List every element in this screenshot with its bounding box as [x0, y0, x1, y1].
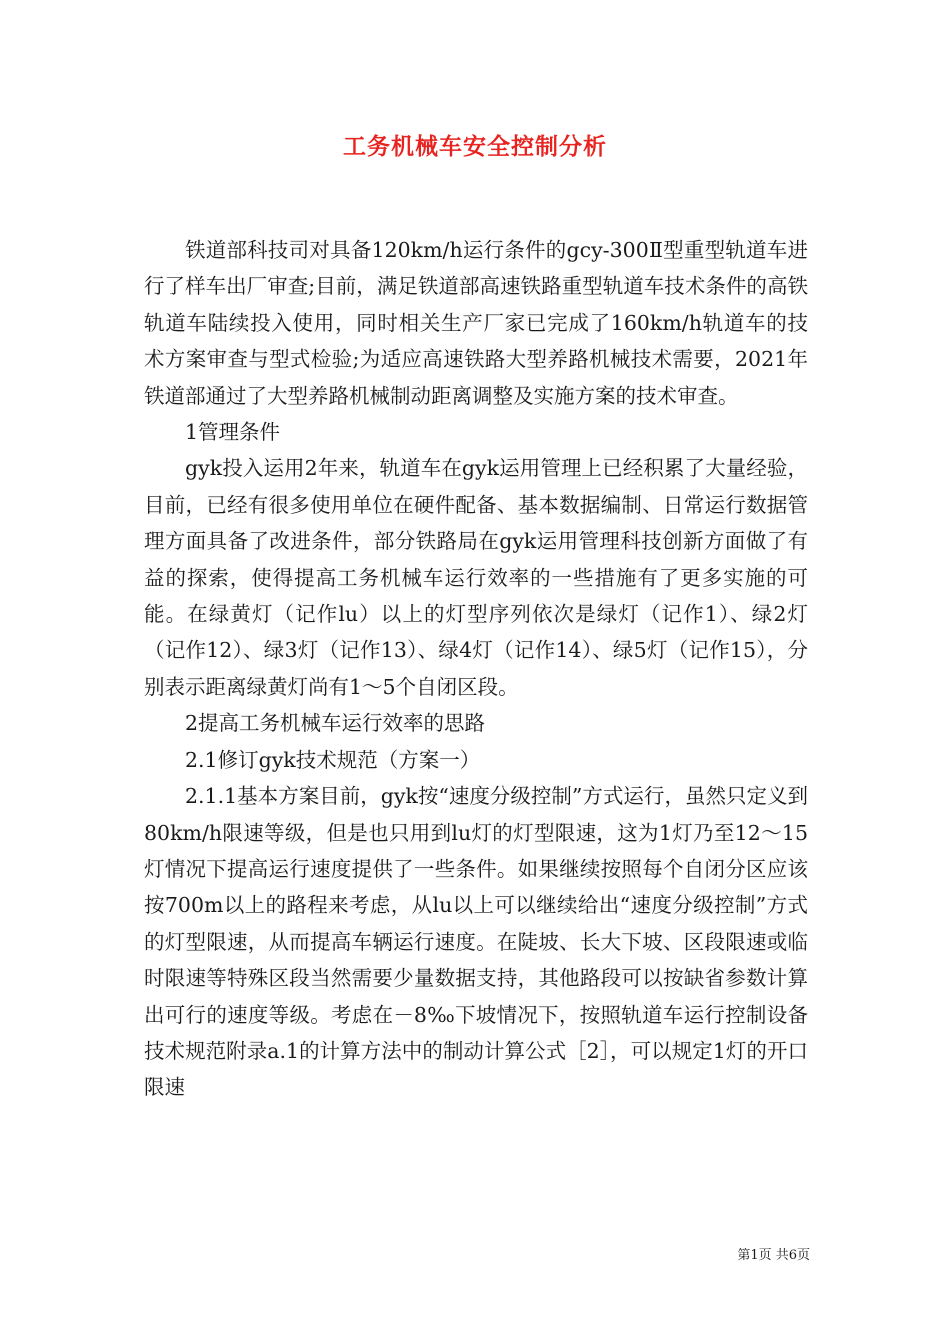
- section-heading-2: 2提高工务机械车运行效率的思路: [185, 711, 486, 736]
- paragraph-basic-scheme: 2.1.1基本方案目前，gyk按“速度分级控制”方式运行，虽然只定义到80km/h限速等级，但是也只用到lu灯的灯型限速，这为1灯乃至12～15灯情况下提高运行速度提供了一些条件。如果继续按照每个自闭分区应该按700m以上的路程来考虑，从lu以上可以继续给出“速度分级控制”方式的灯型限速，从而提高车辆运行速度。在陡坡、长大下坡、区段限速或临时限速等特殊区段当然需要少量数据支持，其他路段可以按缺省参数计算出可行的速度等级。考虑在－8‰下坡情况下，按照轨道车运行控制设备技术规范附录a.1的计算方法中的制动计算公式［2］，可以规定1灯的开口限速: [144, 784, 808, 1100]
- section-heading-2-1: 2.1修订gyk技术规范（方案一）: [185, 747, 481, 772]
- paragraph-management: gyk投入运用2年来，轨道车在gyk运用管理上已经积累了大量经验，目前，已经有很多使用单位在硬件配备、基本数据编制、日常运行数据管理方面具备了改进条件，部分铁路局在gyk运用管理科技创新方面做了有益的探索，使得提高工务机械车运行效率的一些措施有了更多实施的可能。在绿黄灯（记作lu）以上的灯型序列依次是绿灯（记作1）、绿2灯（记作12）、绿3灯（记作13）、绿4灯（记作14）、绿5灯（记作15），分别表示距离绿黄灯尚有1～5个自闭区段。: [144, 456, 808, 699]
- page-number: 第1页 共6页: [737, 1248, 810, 1263]
- paragraph-intro: 铁道部科技司对具备120km/h运行条件的gcy-300Ⅱ型重型轨道车进行了样车出厂审查;目前，满足铁道部高速铁路重型轨道车技术条件的高铁轨道车陆续投入使用，同时相关生产厂家已完成了160km/h轨道车的技术方案审查与型式检验;为适应高速铁路大型养路机械技术需要，2021年铁道部通过了大型养路机械制动距离调整及实施方案的技术审查。: [144, 238, 808, 408]
- section-heading-1: 1管理条件: [185, 420, 281, 445]
- document-body: [144, 232, 808, 1106]
- document-title: 工务机械车安全控制分析: [343, 133, 607, 160]
